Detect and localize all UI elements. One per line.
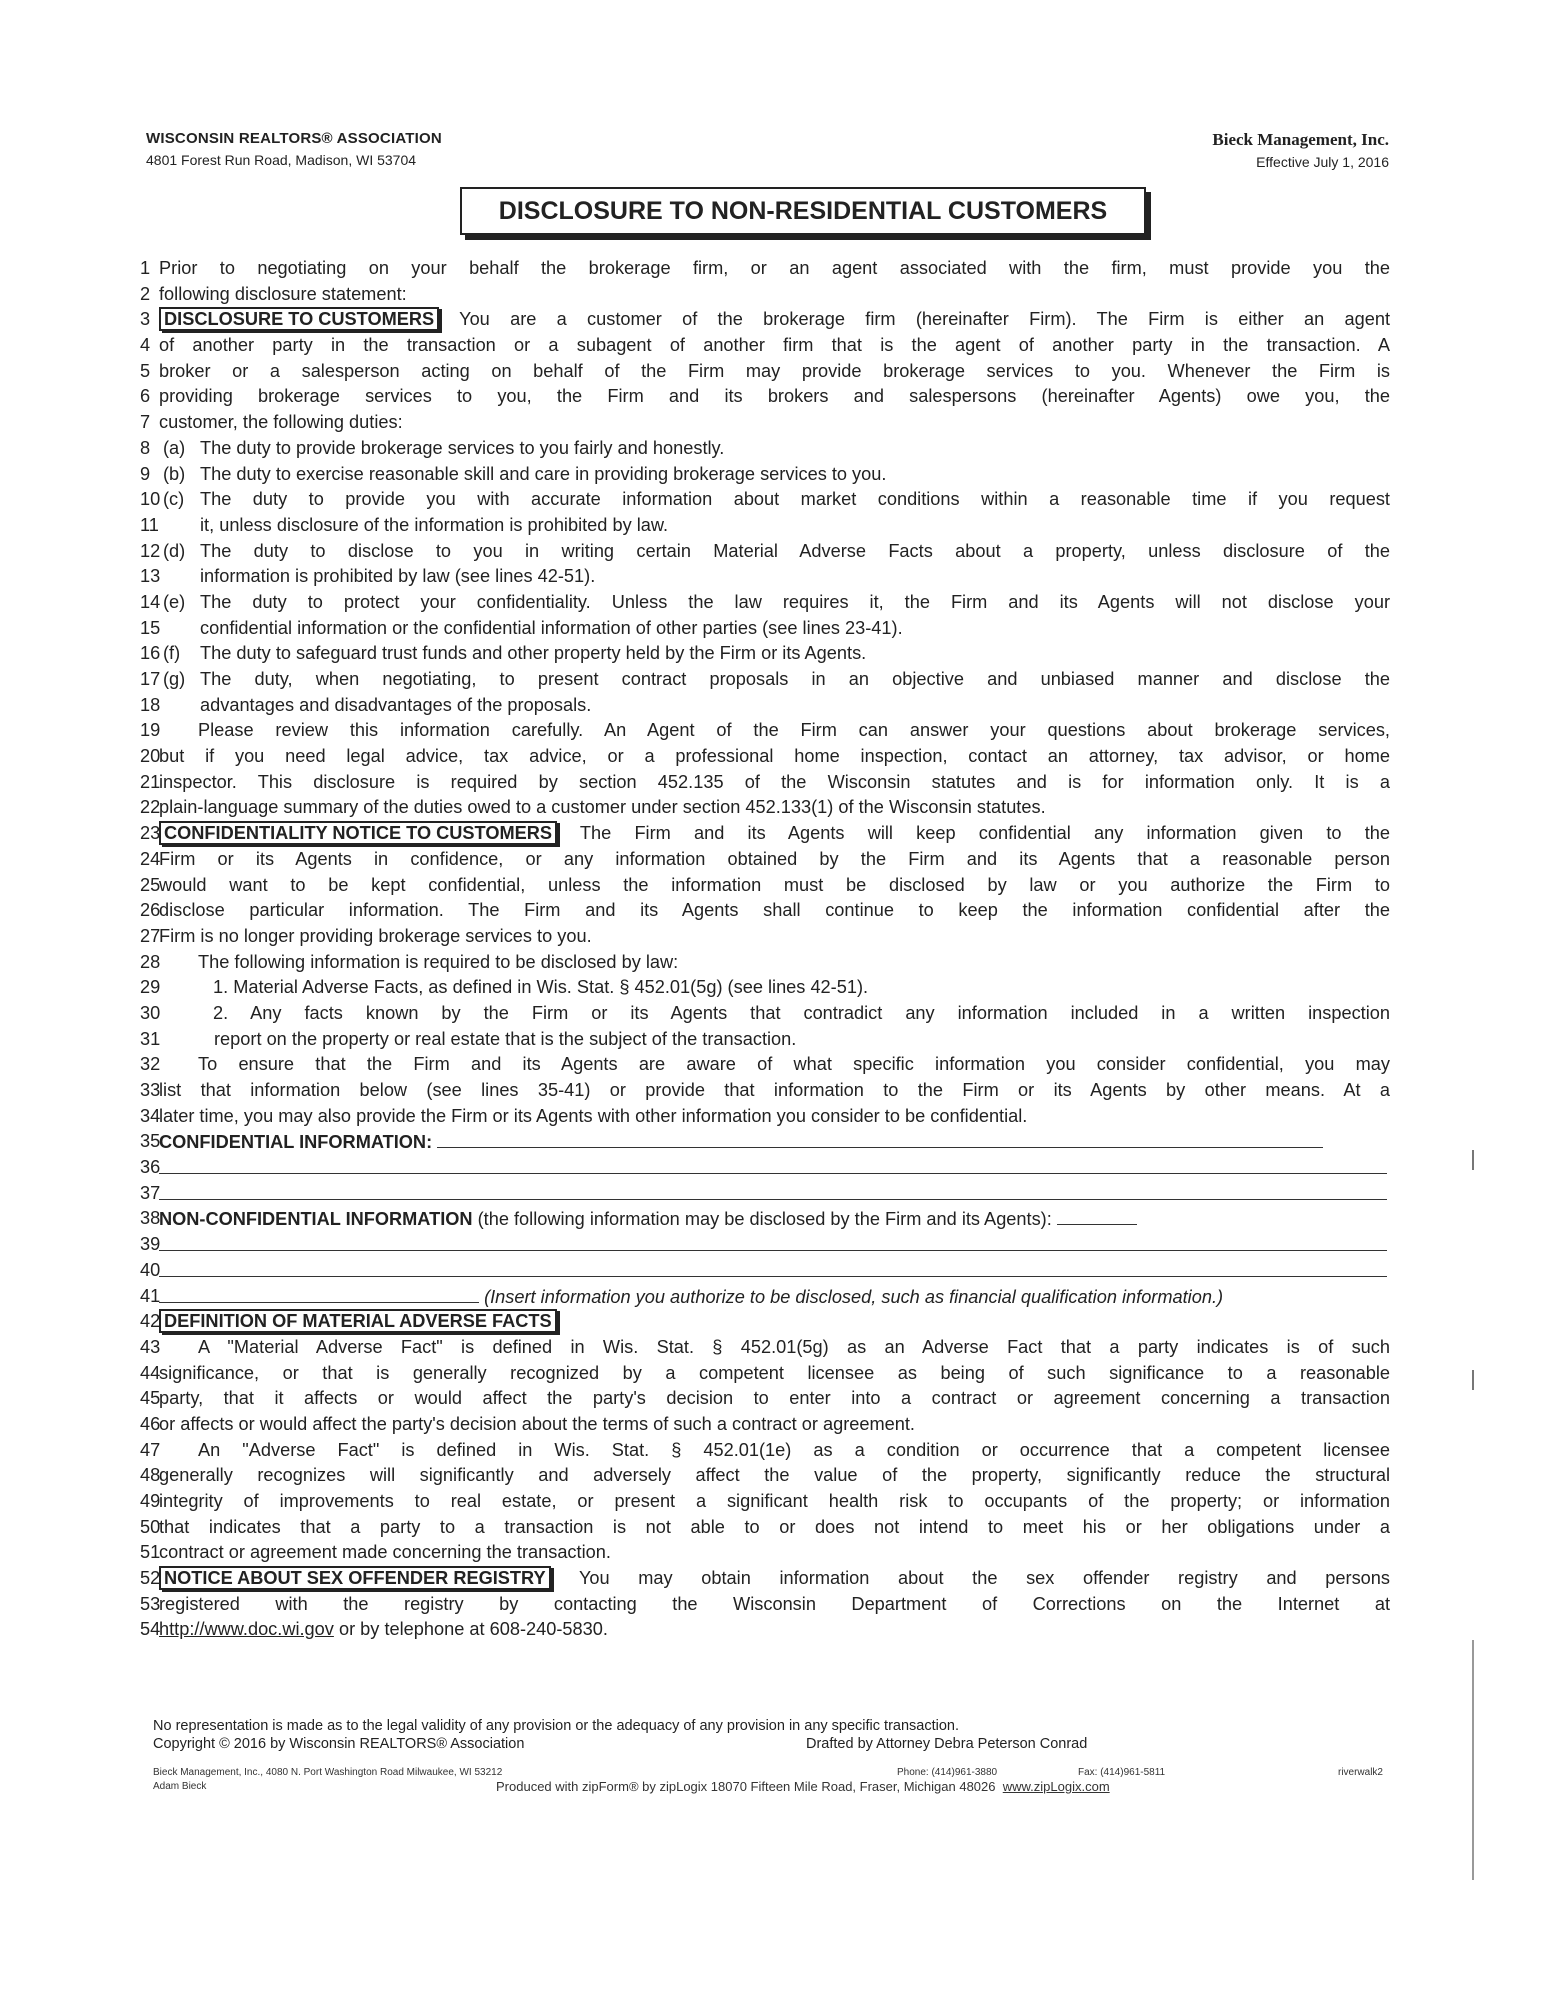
scan-artifact xyxy=(1472,1370,1474,1390)
line-40: 40 xyxy=(140,1258,1390,1284)
line-27: 27 Firm is no longer providing brokerage services to you. xyxy=(140,925,592,946)
disclosure-body xyxy=(140,256,1390,1643)
association-address: 4801 Forest Run Road, Madison, WI 53704 xyxy=(146,152,417,168)
line-44: 44 significance, or that is generally recognized by a competent licensee as being of such significance to a reasonable xyxy=(140,1362,1390,1383)
line-19: 19 Please review this information carefully. An Agent of the Firm can answer your questions about brokerage services, xyxy=(140,720,1390,741)
drafted-by: Drafted by Attorney Debra Peterson Conrad xyxy=(806,1736,1088,1752)
non-confidential-info-field-4[interactable] xyxy=(159,1284,479,1303)
line-28: 28 The following information is required to be disclosed by law: xyxy=(140,951,679,972)
non-confidential-info-field[interactable] xyxy=(1057,1206,1137,1225)
document-title: DISCLOSURE TO NON-RESIDENTIAL CUSTOMERS xyxy=(460,187,1146,235)
non-confidential-info-field-3[interactable] xyxy=(159,1258,1387,1277)
line-14: 14 (e) The duty to protect your confidentiality. Unless the law requires it, the Firm and its Agents will not disclose your xyxy=(140,591,1390,612)
line-50: 50 that indicates that a party to a transaction is not able to or does not intend to meet his or her obligations under a xyxy=(140,1516,1390,1537)
produced-with: Produced with zipForm® by zipLogix 18070 Fifteen Mile Road, Fraser, Michigan 48026 www.zipLogix.com xyxy=(496,1779,1110,1794)
confidential-info-field[interactable] xyxy=(437,1129,1323,1148)
line-43: 43 A "Material Adverse Fact" is defined in Wis. Stat. § 452.01(5g) as an Adverse Fact that a party indicates is of such xyxy=(140,1336,1390,1357)
header-right xyxy=(1212,130,1389,170)
line-48: 48 generally recognizes will significantly and adversely affect the value of the property, significantly reduce the structural xyxy=(140,1465,1390,1486)
line-7: 7 customer, the following duties: xyxy=(140,412,403,433)
line-37: 37 xyxy=(140,1181,1390,1207)
line-18: 18 advantages and disadvantages of the proposals. xyxy=(140,694,592,715)
line-15: 15 confidential information or the confidential information of other parties (see lines 23-41). xyxy=(140,617,903,638)
line-12: 12 (d) The duty to disclose to you in writing certain Material Adverse Facts about a property, unless disclosure of the xyxy=(140,540,1390,561)
section-label-confidentiality: CONFIDENTIALITY NOTICE TO CUSTOMERS xyxy=(159,821,557,845)
line-23: 23 CONFIDENTIALITY NOTICE TO CUSTOMERS The Firm and its Agents will keep confidential any information given to the xyxy=(140,823,1390,844)
representation-note: No representation is made as to the legal validity of any provision or the adequacy of any provision in any specific transaction. xyxy=(153,1718,960,1734)
line-51: 51 contract or agreement made concerning the transaction. xyxy=(140,1542,611,1563)
line-32: 32 To ensure that the Firm and its Agents are aware of what specific information you consider confidential, you may xyxy=(140,1054,1390,1075)
section-label-adverse-facts: DEFINITION OF MATERIAL ADVERSE FACTS xyxy=(159,1309,557,1333)
company-line: Bieck Management, Inc., 4080 N. Port Washington Road Milwaukee, WI 53212 xyxy=(153,1767,503,1778)
line-10: 10 (c) The duty to provide you with accurate information about market conditions within a reasonable time if you request xyxy=(140,489,1390,510)
section-label-disclosure: DISCLOSURE TO CUSTOMERS xyxy=(159,307,439,331)
line-34: 34 later time, you may also provide the Firm or its Agents with other information you consider to be confidential. xyxy=(140,1105,1028,1126)
line-6: 6 providing brokerage services to you, the Firm and its brokers and salespersons (hereinafter Agents) owe you, the xyxy=(140,386,1390,407)
phone-number: Phone: (414)961-3880 xyxy=(897,1767,998,1778)
line-49: 49 integrity of improvements to real estate, or present a significant health risk to occupants of the property; or information xyxy=(140,1491,1390,1511)
line-2: 2 following disclosure statement: xyxy=(140,283,407,304)
line-8: 8 (a) The duty to provide brokerage services to you fairly and honestly. xyxy=(140,437,725,458)
header-left xyxy=(146,130,442,168)
line-46: 46 or affects or would affect the party's decision about the terms of such a contract or agreement. xyxy=(140,1413,915,1434)
non-confidential-info-field-2[interactable] xyxy=(159,1232,1387,1251)
doc-website-link[interactable]: http://www.doc.wi.gov xyxy=(159,1619,334,1640)
line-4: 4 of another party in the transaction or a subagent of another firm that is the agent of another party in the transaction. A xyxy=(140,335,1390,356)
scan-artifact xyxy=(1472,1150,1474,1170)
scan-artifact xyxy=(1472,1640,1474,1880)
line-13: 13 information is prohibited by law (see lines 42-51). xyxy=(140,566,596,587)
line-25: 25 would want to be kept confidential, unless the information must be disclosed by law or you authorize the Firm to xyxy=(140,874,1390,895)
line-52: 52 NOTICE ABOUT SEX OFFENDER REGISTRY You may obtain information about the sex offender registry and persons xyxy=(140,1568,1390,1589)
line-26: 26 disclose particular information. The Firm and its Agents shall continue to keep the information confidential after the xyxy=(140,900,1390,921)
effective-date: Effective July 1, 2016 xyxy=(1256,154,1389,170)
line-9: 9 (b) The duty to exercise reasonable skill and care in providing brokerage services to you. xyxy=(140,463,887,484)
legal-footer xyxy=(153,1717,1088,1753)
line-16: 16 (f) The duty to safeguard trust funds and other property held by the Firm or its Agents. xyxy=(140,643,867,664)
association-name: WISCONSIN REALTORS® ASSOCIATION xyxy=(146,130,442,147)
ziplogix-link[interactable]: www.zipLogix.com xyxy=(1002,1779,1110,1794)
line-39: 39 xyxy=(140,1232,1390,1258)
line-5: 5 broker or a salesperson acting on behalf of the Firm may provide brokerage services to you. Whenever the Firm is xyxy=(140,360,1390,381)
line-54: 54 http://www.doc.wi.gov or by telephone at 608-240-5830. xyxy=(140,1619,608,1640)
line-35: 35 CONFIDENTIAL INFORMATION: xyxy=(140,1129,1390,1155)
confidential-info-field-2[interactable] xyxy=(159,1155,1387,1174)
confidential-info-field-3[interactable] xyxy=(159,1181,1387,1200)
line-30: 30 2. Any facts known by the Firm or its Agents that contradict any information included in a written inspection xyxy=(140,1002,1390,1023)
line-11: 11 it, unless disclosure of the information is prohibited by law. xyxy=(140,514,669,535)
line-36: 36 xyxy=(140,1155,1390,1181)
line-42: 42 DEFINITION OF MATERIAL ADVERSE FACTS xyxy=(140,1309,1390,1335)
line-33: 33 list that information below (see lines 35-41) or provide that information to the Firm or its Agents by other means. At a xyxy=(140,1080,1390,1100)
line-53: 53 registered with the registry by contacting the Wisconsin Department of Corrections on the Internet at xyxy=(140,1593,1390,1614)
line-45: 45 party, that it affects or would affect the party's decision to enter into a contract or agreement concerning a transaction xyxy=(140,1388,1390,1409)
line-22: 22 plain-language summary of the duties owed to a customer under section 452.133(1) of the Wisconsin statutes. xyxy=(140,797,1046,818)
line-38: 38 NON-CONFIDENTIAL INFORMATION (the following information may be disclosed by the Firm and its Agents): xyxy=(140,1206,1390,1232)
line-3: 3 DISCLOSURE TO CUSTOMERS You are a customer of the brokerage firm (hereinafter Firm). The Firm is either an agent xyxy=(140,309,1390,330)
form-name: riverwalk2 xyxy=(1337,1767,1383,1778)
section-label-sex-offender: NOTICE ABOUT SEX OFFENDER REGISTRY xyxy=(159,1566,551,1590)
agent-name: Adam Bieck xyxy=(153,1781,207,1792)
fax-number: Fax: (414)961-5811 xyxy=(1078,1767,1166,1778)
line-17: 17 (g) The duty, when negotiating, to present contract proposals in an objective and unbiased manner and disclose the xyxy=(140,669,1390,689)
line-20: 20 but if you need legal advice, tax advice, or a professional home inspection, contact an attorney, tax advisor, or home xyxy=(140,746,1390,767)
line-47: 47 An "Adverse Fact" is defined in Wis. Stat. § 452.01(1e) as a condition or occurrence that a competent licensee xyxy=(140,1439,1390,1460)
line-1: 1 Prior to negotiating on your behalf the brokerage firm, or an agent associated with the firm, must provide you the xyxy=(140,258,1390,278)
line-21: 21 inspector. This disclosure is required by section 452.135 of the Wisconsin statutes and is for information only. It is a xyxy=(140,771,1390,792)
line-41: 41 (Insert information you authorize to be disclosed, such as financial qualification information.) xyxy=(140,1285,1224,1307)
copyright-note: Copyright © 2016 by Wisconsin REALTORS® Association xyxy=(153,1736,525,1752)
line-31: 31 report on the property or real estate that is the subject of the transaction. xyxy=(140,1028,797,1049)
line-29: 29 1. Material Adverse Facts, as defined in Wis. Stat. § 452.01(5g) (see lines 42-51). xyxy=(140,977,869,998)
brokerage-name: Bieck Management, Inc. xyxy=(1212,130,1389,149)
line-24: 24 Firm or its Agents in confidence, or any information obtained by the Firm and its Agents that a reasonable person xyxy=(140,848,1390,869)
